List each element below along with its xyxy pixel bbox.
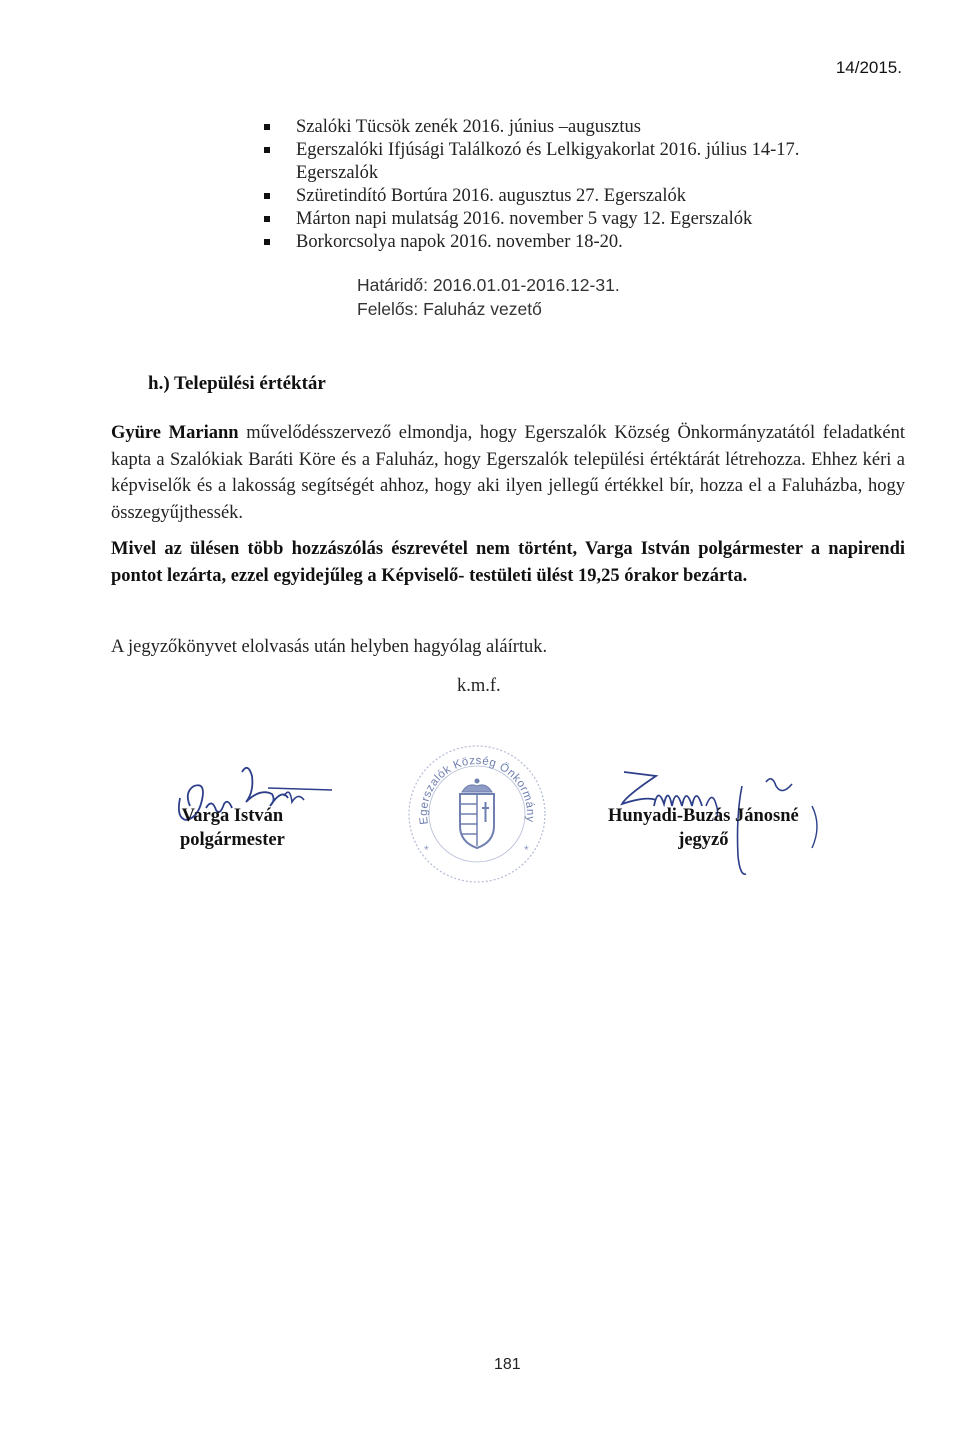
paragraph-value-repository <box>111 420 905 526</box>
svg-text:Egerszalók Község Önkormányzat <box>399 727 537 825</box>
bullet-icon <box>264 147 270 153</box>
paragraph-closing: Mivel az ülésen több hozzászólás észrevétel nem történt, Varga István polgármester a napirendi pontot lezárta, ezzel egyidejűleg a Képviselő- testületi ülést 19,25 órakor bezárta. <box>111 539 905 586</box>
signature-right <box>608 804 799 852</box>
paragraph-signed: A jegyzőkönyvet elolvasás után helyben hagyólag aláírtuk. <box>111 637 548 657</box>
bullet-icon <box>264 124 270 130</box>
official-stamp <box>398 727 552 886</box>
deadline-block <box>357 273 620 321</box>
list-item <box>262 116 799 139</box>
bullet-icon <box>264 193 270 199</box>
stamp-star-left-icon: * <box>424 843 429 857</box>
responsible-person: Felelős: Faluház vezető <box>357 299 542 319</box>
event-text: Borkorcsolya napok 2016. november 18-20. <box>296 232 623 252</box>
coat-of-arms-icon <box>460 779 494 849</box>
kmf-label: k.m.f. <box>457 676 501 696</box>
event-text: Márton napi mulatság 2016. november 5 vagy 12. Egerszalók <box>296 209 753 229</box>
event-text: Szüretindító Bortúra 2016. augusztus 27. Egerszalók <box>296 186 686 206</box>
signer-title: polgármester <box>180 830 285 850</box>
event-text: Szalóki Tücsök zenék 2016. június –augusztus <box>296 117 641 137</box>
signature-left <box>180 804 285 852</box>
event-text: Egerszalóki Ifjúsági Találkozó és Lelkigyakorlat 2016. július 14-17. <box>296 140 800 160</box>
person-name: Gyüre Mariann <box>111 423 239 443</box>
section-heading: h.) Települési értéktár <box>148 373 326 394</box>
document-number: 14/2015. <box>835 58 902 77</box>
page-number: 181 <box>494 1356 521 1373</box>
bullet-icon <box>264 239 270 245</box>
stamp-star-right-icon: * <box>524 843 529 857</box>
paragraph-text: művelődésszervező elmondja, hogy Egerszalók Község Önkormányzatától feladatként kapta a Szalókiak Baráti Köre és a Faluház, hogy Egerszalók települési értéktárát létrehozza. Ehhez kéri a képviselők és a lakosság segítségét ahhoz, hogy aki ilyen jellegű értékkel bír, hozza el a Faluházba, hogy összegyűjthessék. <box>111 423 905 523</box>
bullet-icon <box>264 216 270 222</box>
event-list <box>262 116 799 254</box>
list-item <box>262 231 799 254</box>
signer-title: jegyző <box>678 830 729 850</box>
signer-name: Varga István <box>181 806 284 826</box>
signer-name: Hunyadi-Buzás Jánosné <box>608 806 799 826</box>
deadline-date: Határidő: 2016.01.01-2016.12-31. <box>357 275 620 295</box>
event-text-continued: Egerszalók <box>296 163 379 183</box>
stamp-text: Egerszalók Község Önkormányzata <box>398 727 537 826</box>
list-item <box>262 208 799 231</box>
list-item <box>262 139 799 185</box>
list-item <box>262 185 799 208</box>
